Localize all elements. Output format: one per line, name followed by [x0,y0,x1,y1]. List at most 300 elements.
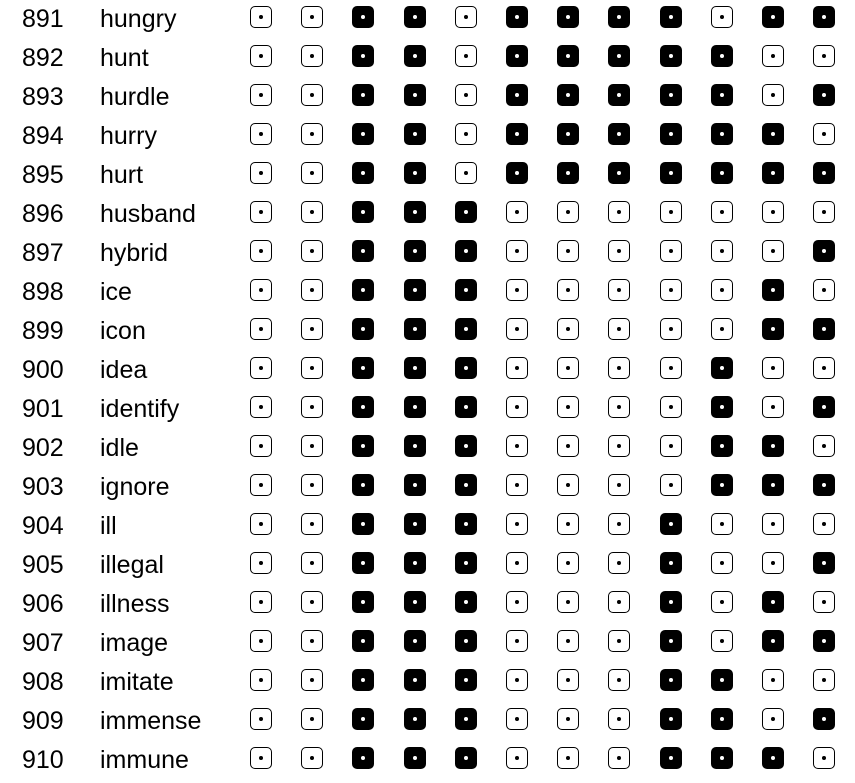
bit-filled-icon [352,435,374,457]
bit-empty-icon [506,630,528,652]
bit-filled-icon [813,240,835,262]
bit-empty-icon [608,747,630,769]
bit-empty-icon [608,201,630,223]
bit-empty-icon [711,552,733,574]
bit-filled-icon [352,318,374,340]
bit-empty-icon [250,435,272,457]
bit-empty-icon [455,6,477,28]
table-row [0,507,855,546]
bit-filled-icon [455,552,477,574]
bit-empty-icon [506,513,528,535]
bit-empty-icon [301,201,323,223]
bit-filled-icon [455,513,477,535]
row-word: imitate [100,668,174,696]
bit-empty-icon [813,45,835,67]
table-row [0,585,855,624]
bit-filled-icon [404,474,426,496]
bit-empty-icon [301,279,323,301]
bit-filled-icon [813,6,835,28]
bit-empty-icon [762,513,784,535]
row-word: ill [100,512,117,540]
bit-filled-icon [711,669,733,691]
bit-empty-icon [301,630,323,652]
bit-filled-icon [404,318,426,340]
bit-empty-icon [301,318,323,340]
bit-empty-icon [557,435,579,457]
bit-empty-icon [762,45,784,67]
bit-empty-icon [506,591,528,613]
bit-empty-icon [660,396,682,418]
bit-filled-icon [352,630,374,652]
bit-filled-icon [404,708,426,730]
bit-filled-icon [455,669,477,691]
table-row [0,0,855,39]
bit-filled-icon [404,84,426,106]
bit-empty-icon [557,513,579,535]
bit-filled-icon [404,162,426,184]
bit-filled-icon [711,396,733,418]
row-number: 894 [22,122,64,150]
row-word: hungry [100,5,177,33]
bit-empty-icon [301,162,323,184]
bit-empty-icon [250,669,272,691]
row-number: 891 [22,5,64,33]
bit-filled-icon [711,357,733,379]
bit-empty-icon [608,630,630,652]
bit-empty-icon [250,747,272,769]
bit-filled-icon [711,162,733,184]
row-number: 897 [22,239,64,267]
bit-empty-icon [813,435,835,457]
table-row [0,663,855,702]
table-row [0,702,855,741]
bit-filled-icon [352,240,374,262]
table-row [0,741,855,780]
bit-filled-icon [711,747,733,769]
row-word: hybrid [100,239,169,267]
table-row [0,117,855,156]
table-row [0,390,855,429]
bit-filled-icon [352,279,374,301]
bit-empty-icon [301,669,323,691]
bit-empty-icon [455,45,477,67]
bit-filled-icon [455,318,477,340]
bit-filled-icon [813,162,835,184]
bit-filled-icon [404,669,426,691]
bit-filled-icon [608,84,630,106]
bit-empty-icon [250,708,272,730]
bit-empty-icon [813,591,835,613]
bit-empty-icon [506,435,528,457]
bit-filled-icon [557,6,579,28]
row-number: 903 [22,473,64,501]
bit-filled-icon [762,747,784,769]
bit-filled-icon [660,123,682,145]
table-row [0,468,855,507]
bit-empty-icon [711,279,733,301]
bit-filled-icon [660,591,682,613]
bit-empty-icon [762,552,784,574]
bit-empty-icon [711,630,733,652]
bit-filled-icon [352,669,374,691]
bit-empty-icon [608,474,630,496]
bit-filled-icon [711,474,733,496]
bit-empty-icon [557,747,579,769]
table-row [0,312,855,351]
row-number: 910 [22,746,64,774]
bit-empty-icon [813,747,835,769]
bit-filled-icon [813,474,835,496]
bit-empty-icon [608,669,630,691]
row-word: idea [100,356,148,384]
bit-filled-icon [506,84,528,106]
bit-filled-icon [660,669,682,691]
bit-empty-icon [813,669,835,691]
bit-filled-icon [352,552,374,574]
bit-empty-icon [660,201,682,223]
row-word: identify [100,395,180,423]
bit-empty-icon [301,552,323,574]
table-row [0,234,855,273]
bit-empty-icon [813,123,835,145]
bit-empty-icon [250,240,272,262]
row-number: 898 [22,278,64,306]
bit-empty-icon [608,552,630,574]
bit-empty-icon [557,591,579,613]
bit-filled-icon [506,123,528,145]
bit-empty-icon [608,279,630,301]
row-number: 892 [22,44,64,72]
bit-filled-icon [404,747,426,769]
bit-empty-icon [250,513,272,535]
bit-filled-icon [455,396,477,418]
bit-empty-icon [608,318,630,340]
bit-empty-icon [250,318,272,340]
bit-empty-icon [813,279,835,301]
bit-empty-icon [711,513,733,535]
bit-empty-icon [301,591,323,613]
bit-empty-icon [711,240,733,262]
table-row [0,39,855,78]
bit-filled-icon [404,123,426,145]
bit-filled-icon [660,552,682,574]
bit-empty-icon [506,669,528,691]
bit-empty-icon [660,318,682,340]
bit-filled-icon [455,201,477,223]
row-word: hurdle [100,83,170,111]
bit-empty-icon [557,279,579,301]
bit-filled-icon [813,84,835,106]
table-row [0,78,855,117]
row-number: 909 [22,707,64,735]
bit-empty-icon [301,396,323,418]
bit-filled-icon [352,6,374,28]
bit-filled-icon [660,84,682,106]
bit-filled-icon [455,747,477,769]
bit-filled-icon [711,123,733,145]
bit-empty-icon [506,396,528,418]
bit-filled-icon [762,279,784,301]
bit-filled-icon [455,357,477,379]
bit-filled-icon [813,708,835,730]
bit-empty-icon [455,162,477,184]
row-word: hunt [100,44,149,72]
bit-empty-icon [711,318,733,340]
bit-filled-icon [404,513,426,535]
table-row [0,156,855,195]
row-word: ignore [100,473,170,501]
bit-filled-icon [608,162,630,184]
bit-filled-icon [813,396,835,418]
bit-empty-icon [762,84,784,106]
bit-filled-icon [660,6,682,28]
bit-empty-icon [250,162,272,184]
row-number: 900 [22,356,64,384]
bit-empty-icon [301,6,323,28]
bit-filled-icon [506,45,528,67]
bit-empty-icon [608,240,630,262]
bit-empty-icon [557,396,579,418]
bit-empty-icon [608,708,630,730]
table-row [0,546,855,585]
bit-filled-icon [608,6,630,28]
row-number: 908 [22,668,64,696]
bit-empty-icon [301,123,323,145]
bit-empty-icon [301,357,323,379]
bit-filled-icon [608,45,630,67]
row-number: 899 [22,317,64,345]
bit-empty-icon [250,357,272,379]
bit-filled-icon [506,162,528,184]
bit-filled-icon [404,435,426,457]
bit-empty-icon [250,630,272,652]
bit-filled-icon [404,201,426,223]
bit-empty-icon [762,708,784,730]
row-word: ice [100,278,132,306]
bit-empty-icon [301,708,323,730]
bit-empty-icon [711,591,733,613]
bit-filled-icon [557,45,579,67]
bit-empty-icon [301,240,323,262]
bit-filled-icon [404,357,426,379]
bit-empty-icon [660,279,682,301]
bit-empty-icon [250,84,272,106]
bit-empty-icon [250,474,272,496]
row-word: illness [100,590,170,618]
bit-empty-icon [301,747,323,769]
bit-filled-icon [352,396,374,418]
table-row [0,273,855,312]
table-row [0,195,855,234]
bit-filled-icon [762,123,784,145]
bit-filled-icon [660,513,682,535]
bit-empty-icon [557,474,579,496]
bit-filled-icon [660,45,682,67]
bit-empty-icon [455,123,477,145]
bit-empty-icon [301,474,323,496]
bit-empty-icon [250,201,272,223]
bit-filled-icon [352,591,374,613]
bit-filled-icon [762,630,784,652]
bit-filled-icon [762,6,784,28]
row-word: husband [100,200,196,228]
bit-empty-icon [813,201,835,223]
bit-empty-icon [762,240,784,262]
bit-empty-icon [506,201,528,223]
row-word: immense [100,707,202,735]
bit-filled-icon [352,708,374,730]
bit-empty-icon [250,591,272,613]
bit-empty-icon [506,357,528,379]
bit-empty-icon [250,123,272,145]
bit-filled-icon [506,6,528,28]
bit-filled-icon [455,240,477,262]
table-row [0,429,855,468]
bit-filled-icon [455,279,477,301]
bit-empty-icon [762,201,784,223]
bit-empty-icon [250,396,272,418]
bit-filled-icon [404,6,426,28]
bit-filled-icon [352,201,374,223]
bit-empty-icon [455,84,477,106]
bit-empty-icon [557,201,579,223]
row-number: 895 [22,161,64,189]
bit-filled-icon [352,513,374,535]
bit-empty-icon [711,6,733,28]
bit-filled-icon [352,357,374,379]
bit-filled-icon [352,162,374,184]
bit-empty-icon [813,357,835,379]
bit-empty-icon [711,201,733,223]
row-number: 902 [22,434,64,462]
bit-filled-icon [557,84,579,106]
bit-empty-icon [608,357,630,379]
bit-filled-icon [557,162,579,184]
bit-empty-icon [557,318,579,340]
row-word: idle [100,434,139,462]
bit-empty-icon [557,630,579,652]
bit-filled-icon [660,162,682,184]
bit-filled-icon [404,591,426,613]
bit-filled-icon [352,123,374,145]
bit-filled-icon [404,552,426,574]
row-number: 906 [22,590,64,618]
bit-filled-icon [813,630,835,652]
row-number: 905 [22,551,64,579]
bit-filled-icon [762,435,784,457]
bit-filled-icon [711,708,733,730]
bit-empty-icon [608,591,630,613]
bit-empty-icon [660,474,682,496]
bit-empty-icon [506,552,528,574]
bit-filled-icon [557,123,579,145]
bit-empty-icon [506,474,528,496]
row-word: hurt [100,161,144,189]
row-number: 893 [22,83,64,111]
bit-filled-icon [352,84,374,106]
bit-empty-icon [301,84,323,106]
bit-empty-icon [301,435,323,457]
bit-empty-icon [506,240,528,262]
bit-empty-icon [250,6,272,28]
bit-empty-icon [762,357,784,379]
bit-filled-icon [455,474,477,496]
bit-empty-icon [608,396,630,418]
bit-filled-icon [660,708,682,730]
bit-filled-icon [711,435,733,457]
bit-filled-icon [455,591,477,613]
table-row [0,351,855,390]
bit-empty-icon [557,552,579,574]
bit-filled-icon [404,240,426,262]
bit-filled-icon [404,396,426,418]
bit-empty-icon [250,552,272,574]
row-word: illegal [100,551,164,579]
row-number: 907 [22,629,64,657]
table-row [0,624,855,663]
bit-empty-icon [608,513,630,535]
bit-empty-icon [813,513,835,535]
bit-filled-icon [455,708,477,730]
bit-empty-icon [762,396,784,418]
row-word: hurry [100,122,157,150]
bit-empty-icon [557,240,579,262]
bit-filled-icon [352,474,374,496]
bit-filled-icon [711,84,733,106]
bit-empty-icon [557,357,579,379]
bit-filled-icon [762,318,784,340]
bit-empty-icon [506,318,528,340]
row-word: image [100,629,169,657]
bit-empty-icon [301,45,323,67]
bit-empty-icon [506,279,528,301]
bit-empty-icon [762,669,784,691]
row-number: 896 [22,200,64,228]
bit-filled-icon [813,318,835,340]
bit-empty-icon [250,45,272,67]
bit-filled-icon [404,279,426,301]
bit-filled-icon [660,630,682,652]
bit-filled-icon [352,747,374,769]
row-number: 901 [22,395,64,423]
bit-empty-icon [557,708,579,730]
bit-filled-icon [711,45,733,67]
bit-filled-icon [352,45,374,67]
bit-filled-icon [455,630,477,652]
bit-filled-icon [762,162,784,184]
bit-empty-icon [250,279,272,301]
bit-empty-icon [660,435,682,457]
bit-empty-icon [660,357,682,379]
bit-empty-icon [660,240,682,262]
bit-empty-icon [608,435,630,457]
bit-filled-icon [455,435,477,457]
bit-filled-icon [660,747,682,769]
bit-filled-icon [762,474,784,496]
bit-empty-icon [506,708,528,730]
row-word: icon [100,317,146,345]
bit-filled-icon [762,591,784,613]
bit-empty-icon [301,513,323,535]
bit-filled-icon [404,45,426,67]
row-number: 904 [22,512,64,540]
bit-empty-icon [557,669,579,691]
bit-filled-icon [608,123,630,145]
bit-empty-icon [506,747,528,769]
bit-filled-icon [813,552,835,574]
row-word: immune [100,746,189,774]
bit-filled-icon [404,630,426,652]
